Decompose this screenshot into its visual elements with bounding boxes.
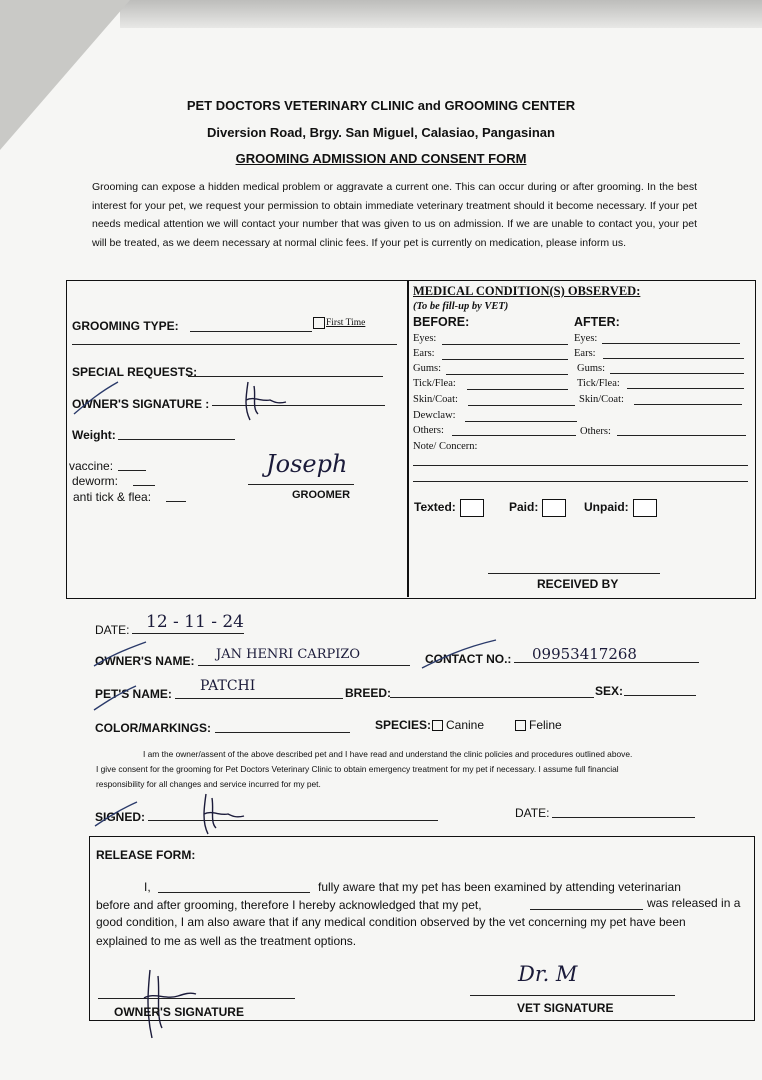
date-line[interactable]	[132, 633, 244, 634]
after-skin-line[interactable]	[634, 404, 742, 405]
weight-label: Weight:	[72, 428, 116, 442]
canine-checkbox[interactable]	[432, 720, 443, 731]
texted-option[interactable]	[414, 499, 484, 517]
owner-name-line[interactable]	[198, 665, 410, 666]
after-tick-label: Tick/Flea:	[577, 378, 620, 389]
texted-checkbox[interactable]	[460, 499, 484, 517]
before-eyes-line[interactable]	[442, 344, 568, 345]
release-i: I,	[144, 880, 151, 894]
unpaid-checkbox[interactable]	[633, 499, 657, 517]
color-label: COLOR/MARKINGS:	[95, 721, 211, 735]
before-dewclaw-line[interactable]	[465, 421, 577, 422]
first-time-checkbox[interactable]	[313, 317, 325, 329]
after-heading: AFTER:	[574, 315, 620, 329]
owner-signature-label: OWNER'S SIGNATURE :	[72, 397, 210, 411]
before-skin-line[interactable]	[468, 405, 575, 406]
special-requests-line[interactable]	[188, 376, 383, 377]
owner-release-signature-label: OWNER'S SIGNATURE	[114, 1005, 244, 1019]
deworm-line[interactable]	[133, 485, 155, 486]
consent-line-1: I am the owner/assent of the above described pet and I have read and understand the clinic policies and procedures outlined above.	[143, 749, 633, 759]
special-requests-label: SPECIAL REQUESTS:	[72, 365, 198, 379]
release-text-2: before and after grooming, therefore I hereby acknowledged that my pet,	[96, 898, 482, 912]
paid-checkbox[interactable]	[542, 499, 566, 517]
signed-line[interactable]	[148, 820, 438, 821]
before-skin-label: Skin/Coat:	[413, 394, 458, 405]
after-ears-label: Ears:	[574, 348, 596, 359]
vaccine-line[interactable]	[118, 470, 146, 471]
release-name-line[interactable]	[158, 892, 310, 893]
before-ears-line[interactable]	[442, 359, 568, 360]
unpaid-label: Unpaid:	[584, 500, 629, 515]
release-text-5: explained to me as well as the treatment options.	[96, 934, 357, 948]
date-value: 12 - 11 - 24	[146, 612, 244, 632]
first-time-label: First Time	[326, 318, 366, 329]
clinic-address: Diversion Road, Brgy. San Miguel, Calasiao, Pangasinan	[207, 125, 555, 140]
vet-signature-hand: Dr. M	[518, 962, 578, 986]
release-text-1: fully aware that my pet has been examined by attending veterinarian	[318, 880, 681, 894]
before-dewclaw-label: Dewclaw:	[413, 410, 456, 421]
after-ears-line[interactable]	[603, 358, 744, 359]
first-time-option[interactable]	[313, 317, 365, 329]
medical-subtitle: (To be fill-up by VET)	[413, 301, 509, 312]
before-gums-line[interactable]	[446, 374, 568, 375]
weight-line[interactable]	[118, 439, 235, 440]
before-eyes-label: Eyes:	[413, 333, 437, 344]
groomer-signature: Joseph	[266, 450, 348, 478]
after-eyes-label: Eyes:	[574, 333, 598, 344]
signed-tick	[93, 800, 146, 830]
unpaid-option[interactable]	[584, 499, 657, 517]
after-others-label: Others:	[580, 426, 611, 437]
vaccine-label: vaccine:	[69, 459, 114, 473]
groomer-label: GROOMER	[292, 489, 351, 501]
release-text-4: good condition, I am also aware that if any medical condition observed by the vet concerning my pet have been	[96, 915, 686, 929]
paid-option[interactable]	[509, 499, 566, 517]
canine-label: Canine	[446, 718, 485, 732]
owner-signature-line[interactable]	[212, 405, 385, 406]
before-heading: BEFORE:	[413, 315, 470, 329]
clinic-name: PET DOCTORS VETERINARY CLINIC and GROOMING CENTER	[186, 98, 576, 113]
owner-name-value: JAN HENRI CARPIZO	[216, 647, 361, 662]
groomer-line[interactable]	[248, 484, 354, 485]
page-edge	[120, 0, 762, 28]
after-gums-label: Gums:	[577, 363, 606, 374]
after-others-line[interactable]	[617, 435, 746, 436]
feline-option[interactable]	[515, 718, 562, 732]
after-gums-line[interactable]	[610, 373, 744, 374]
canine-option[interactable]	[432, 718, 484, 732]
owner-name-label: OWNER'S NAME:	[95, 654, 195, 668]
anti-tick-line[interactable]	[166, 501, 186, 502]
owner-signature-scribble	[240, 378, 290, 424]
sex-label: SEX:	[595, 684, 624, 698]
pet-name-label: PET'S NAME:	[95, 687, 172, 701]
before-tick-label: Tick/Flea:	[413, 378, 456, 389]
release-text-3: was released in a	[647, 896, 741, 910]
grooming-type-line[interactable]	[190, 331, 312, 332]
grooming-type-label: GROOMING TYPE:	[72, 319, 179, 333]
release-title: RELEASE FORM:	[96, 848, 196, 862]
consent-date-label: DATE:	[515, 806, 550, 820]
date-label: DATE:	[95, 623, 130, 637]
before-others-line[interactable]	[452, 435, 576, 436]
before-gums-label: Gums:	[413, 363, 442, 374]
signed-label: SIGNED:	[95, 810, 146, 824]
deworm-label: deworm:	[72, 474, 119, 488]
signed-scribble	[196, 790, 246, 840]
check-mark	[70, 378, 130, 418]
feline-label: Feline	[529, 718, 562, 732]
release-pet-line[interactable]	[530, 909, 643, 910]
panel-divider	[407, 281, 409, 597]
note-line-2[interactable]	[413, 481, 748, 482]
owner-name-tick	[92, 640, 152, 670]
pet-name-tick	[92, 684, 142, 714]
breed-line[interactable]	[390, 697, 594, 698]
contact-value: 09953417268	[532, 645, 637, 663]
anti-tick-label: anti tick & flea:	[73, 490, 152, 504]
contact-tick	[420, 638, 500, 672]
vet-signature-line[interactable]	[470, 995, 675, 996]
received-by-line[interactable]	[488, 573, 660, 574]
grooming-type-line-2[interactable]	[72, 344, 397, 345]
after-skin-label: Skin/Coat:	[579, 394, 624, 405]
after-eyes-line[interactable]	[602, 343, 740, 344]
before-others-label: Others:	[413, 425, 444, 436]
paid-label: Paid:	[509, 500, 539, 515]
note-label: Note/ Concern:	[413, 441, 478, 452]
color-line[interactable]	[215, 732, 350, 733]
before-ears-label: Ears:	[413, 348, 435, 359]
after-tick-line[interactable]	[627, 388, 744, 389]
medical-title: MEDICAL CONDITION(S) OBSERVED:	[413, 284, 641, 298]
consent-line-3: responsibility for all changes and service incurred for my pet.	[96, 779, 321, 789]
form-title: GROOMING ADMISSION AND CONSENT FORM	[235, 151, 527, 166]
pet-name-line[interactable]	[175, 698, 343, 699]
before-tick-line[interactable]	[467, 389, 568, 390]
intro-paragraph: Grooming can expose a hidden medical problem or aggravate a current one. This can occur during or after grooming. In the best interest for your pet, we request your permission to obtain immediate veterinary treatment should it become necessary. If your pet needs medical attention we will contact your number that was given to us on admission. If we are unable to contact you, your pet will be treated, as we deem necessary at normal clinic fees. If your pet is currently on medication, please inform us.	[92, 181, 697, 249]
texted-label: Texted:	[414, 500, 456, 515]
consent-line-2: I give consent for the grooming for Pet Doctors Veterinary Clinic to obtain emergency treatment for my pet if necessary. I assume full financial	[96, 764, 619, 774]
feline-checkbox[interactable]	[515, 720, 526, 731]
sex-line[interactable]	[624, 695, 696, 696]
received-by-label: RECEIVED BY	[537, 577, 619, 591]
breed-label: BREED:	[345, 686, 392, 700]
vet-signature-label: VET SIGNATURE	[517, 1001, 614, 1015]
note-line-1[interactable]	[413, 465, 748, 466]
pet-name-value: PATCHI	[200, 678, 256, 694]
contact-label: CONTACT NO.:	[425, 652, 512, 666]
species-label: SPECIES:	[375, 718, 432, 732]
consent-date-line[interactable]	[552, 817, 695, 818]
